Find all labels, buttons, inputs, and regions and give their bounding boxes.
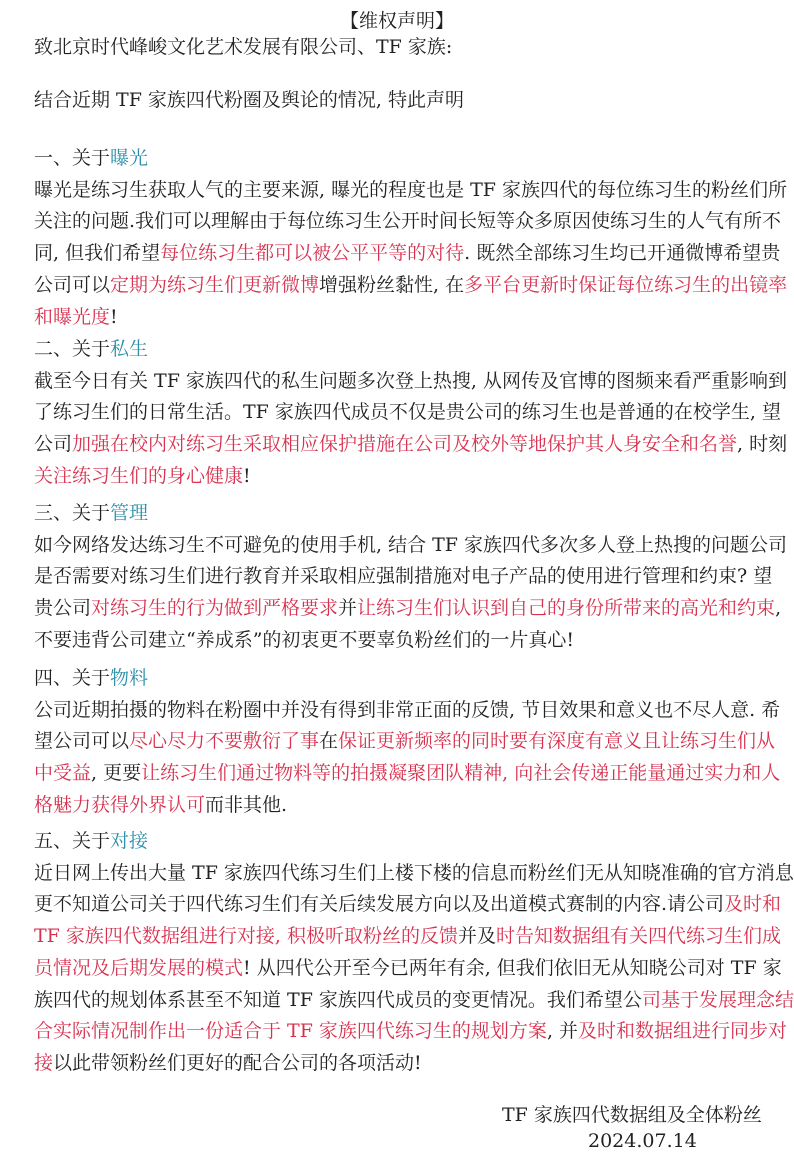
section-heading-prefix: 三、关于 [34,502,111,524]
body-text: 截至今日有关 TF 家族四代的私生问题多次登上热搜, 从网传及官博的图频来看严重影响到 [34,369,788,392]
section-heading-keyword: 曝光 [110,147,149,169]
section-heading [34,336,148,362]
body-line [34,240,781,266]
body-text: 并及 [457,925,496,948]
body-line [34,728,776,754]
section-heading [34,665,148,691]
highlighted-text: 及时和数据组进行同步对 [578,1020,788,1043]
body-text: 族四代的规划体系甚至不知道 TF 家族四代成员的变更情况。我们希望公 [34,988,642,1011]
highlighted-text: TF 家族四代数据组进行对接, 积极听取粉丝的反馈 [34,925,458,948]
body-line [34,368,788,394]
addressee: 致北京时代峰峻文化艺术发展有限公司、TF 家族: [34,36,453,58]
body-text: 曝光是练习生获取人气的主要来源, 曝光的程度也是 TF 家族四代的每位练习生的粉丝们所 [34,178,788,201]
body-line [34,431,788,457]
highlighted-text: 司基于发展理念结 [641,988,794,1011]
highlighted-text: 保证更新频率的同时要有深度有意义且让练习生们从 [338,730,776,753]
highlighted-text: 员情况及后期发展的模式 [34,956,244,979]
body-text: 公司 [34,433,73,456]
body-line [34,208,782,234]
body-text: 更不知道公司关于四代练习生们有关后续发展方向以及出道模式赛制的内容.请公司 [34,893,725,916]
body-line [34,595,782,621]
body-text: 了练习生们的日常生活。TF 家族四代成员不仅是贵公司的练习生也是普通的在校学生, 望 [34,401,781,424]
section-heading-keyword: 私生 [110,338,149,360]
section-heading-keyword: 管理 [110,502,149,524]
highlighted-text: 中受益 [34,762,92,785]
body-text: , [775,597,782,620]
body-text: ! 从四代公开至今已两年有余, 但我们依旧无从知晓公司对 TF 家 [243,956,782,979]
highlighted-text: 格魅力获得外界认可 [34,793,206,816]
body-line [34,923,782,949]
signature: TF 家族四代数据组及全体粉丝 [502,1104,762,1126]
highlighted-text: 时告知数据组有关四代练习生们成 [496,925,782,948]
highlighted-text: 对练习生的行为做到严格要求 [91,597,339,620]
body-text: ! [243,464,251,487]
body-text: 关注的问题.我们可以理解由于每位练习生公开时间长短等众多原因使练习生的人气有所不 [34,210,782,233]
date: 2024.07.14 [588,1130,697,1152]
body-text: 并 [338,597,358,620]
body-line [34,563,773,589]
section-heading-keyword: 对接 [110,830,149,852]
intro: 结合近期 TF 家族四代粉圈及舆论的情况, 特此声明 [34,89,465,111]
highlighted-text: 尽心尽力不要敷衍了事 [129,730,320,753]
body-text: 在 [319,730,339,753]
body-text: 如今网络发达练习生不可避免的使用手机, 结合 TF 家族四代多次多人登上热搜的问题公司 [34,533,788,556]
body-text: 增强粉丝黏性, 在 [319,273,465,296]
highlighted-text: 多平台更新时保证每位练习生的出镜率 [464,273,788,296]
body-line [34,272,788,298]
body-line [34,760,781,786]
body-line [34,1018,788,1044]
body-text: ! [110,305,118,328]
body-line [34,792,762,818]
section-heading-prefix: 二、关于 [34,338,111,360]
body-text: , 并 [546,1020,579,1043]
body-text: 以此带领粉丝们更好的配合公司的各项活动! [53,1051,422,1074]
body-line [34,399,781,425]
body-line [34,891,782,917]
highlighted-text: 接 [34,1051,54,1074]
body-line [34,627,762,653]
body-line [34,697,781,723]
section-heading [34,145,148,171]
highlighted-text: 让练习生们认识到自己的身份所带来的高光和约束 [357,597,776,620]
body-line [34,177,788,203]
section-heading [34,828,148,854]
highlighted-text: 关注练习生们的身心健康 [34,464,244,487]
highlighted-text: 每位练习生都可以被公平平等的对待 [160,242,465,265]
body-line [34,987,794,1013]
highlighted-text: 和曝光度 [34,305,111,328]
highlighted-text: 加强在校内对练习生采取相应保护措施在公司及校外等地保护其人身安全和名誉 [72,433,738,456]
body-text: 同, 但我们希望 [34,242,161,265]
body-text: , 更要 [91,762,142,785]
body-text: 贵公司 [34,597,92,620]
section-heading-prefix: 一、关于 [34,147,111,169]
body-text: 公司可以 [34,273,111,296]
body-text: 望公司可以 [34,730,130,753]
body-line [34,860,794,886]
section-heading-keyword: 物料 [110,667,149,689]
highlighted-text: 合实际情况制作出一份适合于 TF 家族四代练习生的规划方案 [34,1020,547,1043]
body-line [34,463,762,489]
highlighted-text: 定期为练习生们更新微博 [110,273,320,296]
highlighted-text: 及时和 [724,893,782,916]
body-text: 公司近期拍摄的物料在粉圈中并没有得到非常正面的反馈, 节目效果和意义也不尽人意. 希 [34,698,781,721]
body-line [34,955,782,981]
section-heading-prefix: 四、关于 [34,667,111,689]
body-text: 是否需要对练习生们进行教育并采取相应强制措施对电子产品的使用进行管理和约束? 望 [34,565,773,588]
section-heading [34,500,148,526]
body-text: 近日网上传出大量 TF 家族四代练习生们上楼下楼的信息而粉丝们无从知晓准确的官方消息 [34,861,794,884]
statement-title: 【维权声明】 [339,10,454,32]
body-text: , 时刻 [737,433,788,456]
body-text: . 既然全部练习生均已开通微博希望贵 [464,242,781,265]
section-heading-prefix: 五、关于 [34,830,111,852]
body-text: 不要违背公司建立“养成系”的初衷更不要辜负粉丝们的一片真心! [34,628,575,651]
body-line [34,1050,762,1076]
body-text: 而非其他. [205,793,288,816]
body-line [34,532,788,558]
highlighted-text: 让练习生们通过物料等的拍摄凝聚团队精神, 向社会传递正能量通过实力和人 [141,762,781,785]
body-line [34,304,762,330]
